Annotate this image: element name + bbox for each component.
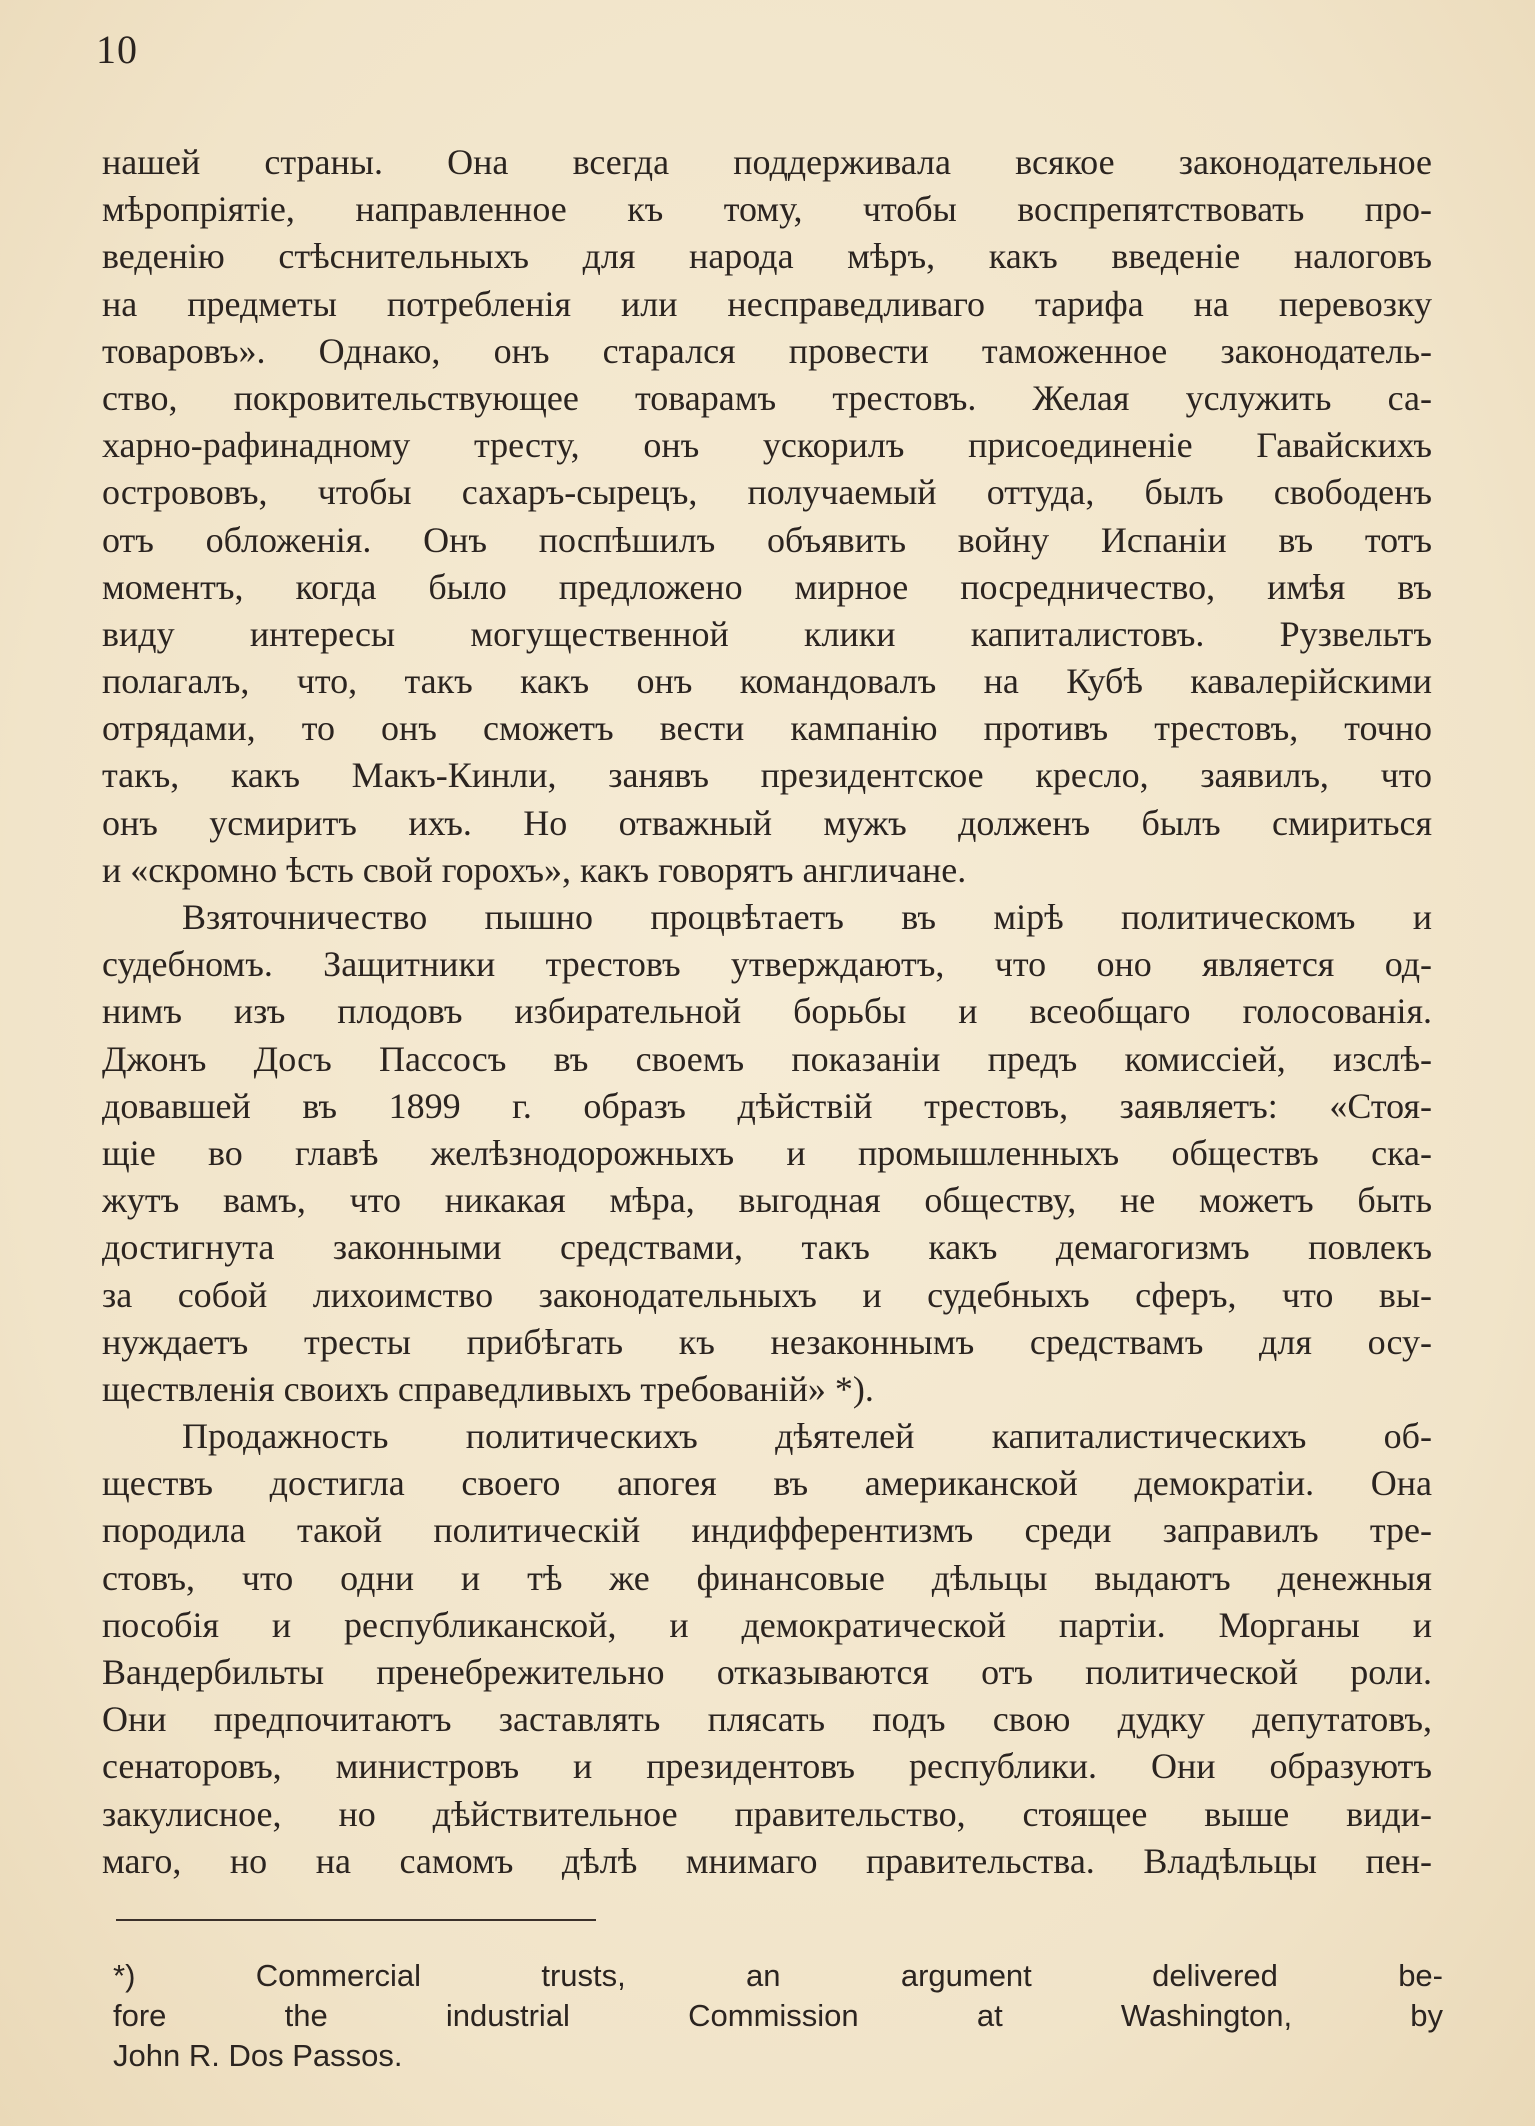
text-line: полагалъ, что, такъ какъ онъ командовалъ на Кубѣ кавалерійскими: [102, 661, 1432, 702]
footnote: [113, 1956, 1443, 2076]
text-line: породила такой политическій индифферентизмъ среди заправилъ тре-: [102, 1510, 1432, 1551]
text-line: Вандербильты пренебрежительно отказываются отъ политической роли.: [102, 1652, 1432, 1692]
text-line: на предметы потребленія или несправедливаго тарифа на перевозку: [102, 283, 1432, 324]
text-line: мѣропріятіе, направленное къ тому, чтобы воспрепятствовать про-: [102, 189, 1432, 230]
text-line: отъ обложенія. Онъ поспѣшилъ объявить войну Испаніи въ тотъ: [102, 519, 1432, 560]
text-line: товаровъ». Однако, онъ старался провести таможенное законодатель-: [102, 330, 1432, 371]
text-line: Джонъ Досъ Пассосъ въ своемъ показаніи предъ комиссіей, изслѣ-: [102, 1038, 1432, 1079]
footnote-line: fore the industrial Commission at Washington, by: [113, 1998, 1443, 2033]
text-line: нуждаетъ тресты прибѣгать къ незаконнымъ средствамъ для осу-: [102, 1321, 1432, 1362]
text-line: ство, покровительствующее товарамъ трестовъ. Желая услужить са-: [102, 377, 1432, 418]
text-line: за собой лихоимство законодательныхъ и судебныхъ сферъ, что вы-: [102, 1274, 1432, 1315]
text-line: Они предпочитаютъ заставлять плясать подъ свою дудку депутатовъ,: [102, 1699, 1432, 1740]
text-line: стовъ, что одни и тѣ же финансовые дѣльцы выдаютъ денежныя: [102, 1557, 1432, 1598]
text-line: нашей страны. Она всегда поддерживала всякое законодательное: [102, 142, 1432, 182]
text-line: маго, но на самомъ дѣлѣ мнимаго правительства. Владѣльцы пен-: [102, 1840, 1432, 1881]
text-line: нимъ изъ плодовъ избирательной борьбы и всеобщаго голосованія.: [102, 991, 1432, 1032]
text-line: судебномъ. Защитники трестовъ утверждаютъ, что оно является од-: [102, 944, 1432, 985]
text-line: веденію стѣснительныхъ для народа мѣръ, какъ введеніе налоговъ: [102, 236, 1432, 277]
text-line: острововъ, чтобы сахаръ-сырецъ, получаемый оттуда, былъ свободенъ: [102, 472, 1432, 513]
text-line: закулисное, но дѣйствительное правительство, стоящее выше види-: [102, 1793, 1432, 1834]
text-line: моментъ, когда было предложено мирное посредничество, имѣя въ: [102, 566, 1432, 607]
text-line: ществъ достигла своего апогея въ американской демократіи. Она: [102, 1463, 1432, 1504]
text-line: отрядами, то онъ сможетъ вести кампанію противъ трестовъ, точно: [102, 708, 1432, 749]
text-line: виду интересы могущественной клики капиталистовъ. Рузвельтъ: [102, 613, 1432, 654]
text-line: щіе во главѣ желѣзнодорожныхъ и промышленныхъ обществъ ска-: [102, 1132, 1432, 1173]
body-text: [102, 139, 1432, 1885]
text-line: жутъ вамъ, что никакая мѣра, выгодная обществу, не можетъ быть: [102, 1180, 1432, 1221]
text-line: довавшей въ 1899 г. образъ дѣйствій трестовъ, заявляетъ: «Стоя-: [102, 1085, 1432, 1126]
page-number: 10: [96, 27, 138, 72]
text-line: харно-рафинадному тресту, онъ ускорилъ присоединеніе Гавайскихъ: [102, 425, 1432, 466]
text-line: ществленія своихъ справедливыхъ требованій» *).: [102, 1368, 874, 1409]
footnote-line: John R. Dos Passos.: [113, 2038, 403, 2073]
text-line: достигнута законными средствами, такъ какъ демагогизмъ повлекъ: [102, 1227, 1432, 1268]
text-line: сенаторовъ, министровъ и президентовъ республики. Они образуютъ: [102, 1746, 1432, 1787]
paragraph-first-line: Продажность политическихъ дѣятелей капиталистическихъ об-: [182, 1416, 1432, 1457]
text-line: онъ усмиритъ ихъ. Но отважный мужъ долженъ былъ смириться: [102, 802, 1432, 843]
footnote-divider: [116, 1919, 596, 1921]
paragraph-first-line: Взяточничество пышно процвѣтаетъ въ мірѣ политическомъ и: [182, 897, 1432, 937]
text-line: и «скромно ѣсть свой горохъ», какъ говорятъ англичане.: [102, 849, 967, 890]
footnote-line: *) Commercial trusts, an argument delivered be-: [113, 1958, 1443, 1993]
text-line: пособія и республиканской, и демократической партіи. Морганы и: [102, 1604, 1432, 1645]
text-line: такъ, какъ Макъ-Кинли, занявъ президентское кресло, заявилъ, что: [102, 755, 1432, 796]
